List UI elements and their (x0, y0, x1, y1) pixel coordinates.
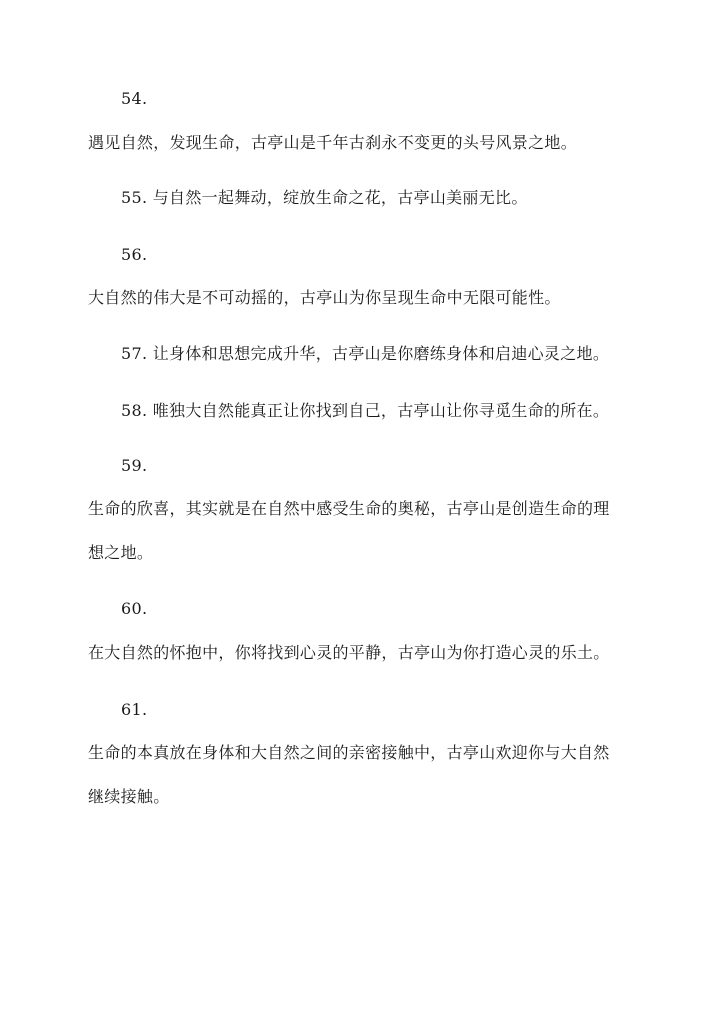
item-61-text-line-2: 继续接触。 (88, 787, 170, 806)
item-56-text: 大自然的伟大是不可动摇的，古亭山为你呈现生命中无限可能性。 (88, 288, 561, 307)
item-60-text: 在大自然的怀抱中，你将找到心灵的平静，古亭山为你打造心灵的乐土。 (88, 643, 610, 662)
item-55-line: 55. 与自然一起舞动，绽放生命之花，古亭山美丽无比。 (121, 188, 528, 207)
item-56-number: 56. (121, 245, 148, 264)
item-54-number: 54. (121, 89, 148, 108)
item-54-text: 遇见自然，发现生命，古亭山是千年古刹永不变更的头号风景之地。 (88, 133, 578, 152)
item-58-line: 58. 唯独大自然能真正让你找到自己，古亭山让你寻觅生命的所在。 (121, 401, 610, 420)
item-61-text-line-1: 生命的本真放在身体和大自然之间的亲密接触中，古亭山欢迎你与大自然 (88, 743, 610, 762)
item-59-number: 59. (121, 456, 148, 475)
item-59-text-line-2: 想之地。 (88, 543, 154, 562)
item-57-line: 57. 让身体和思想完成升华，古亭山是你磨练身体和启迪心灵之地。 (121, 344, 610, 363)
item-59-text-line-1: 生命的欣喜，其实就是在自然中感受生命的奥秘，古亭山是创造生命的理 (88, 499, 610, 518)
item-60-number: 60. (121, 599, 148, 618)
item-61-number: 61. (121, 700, 148, 719)
